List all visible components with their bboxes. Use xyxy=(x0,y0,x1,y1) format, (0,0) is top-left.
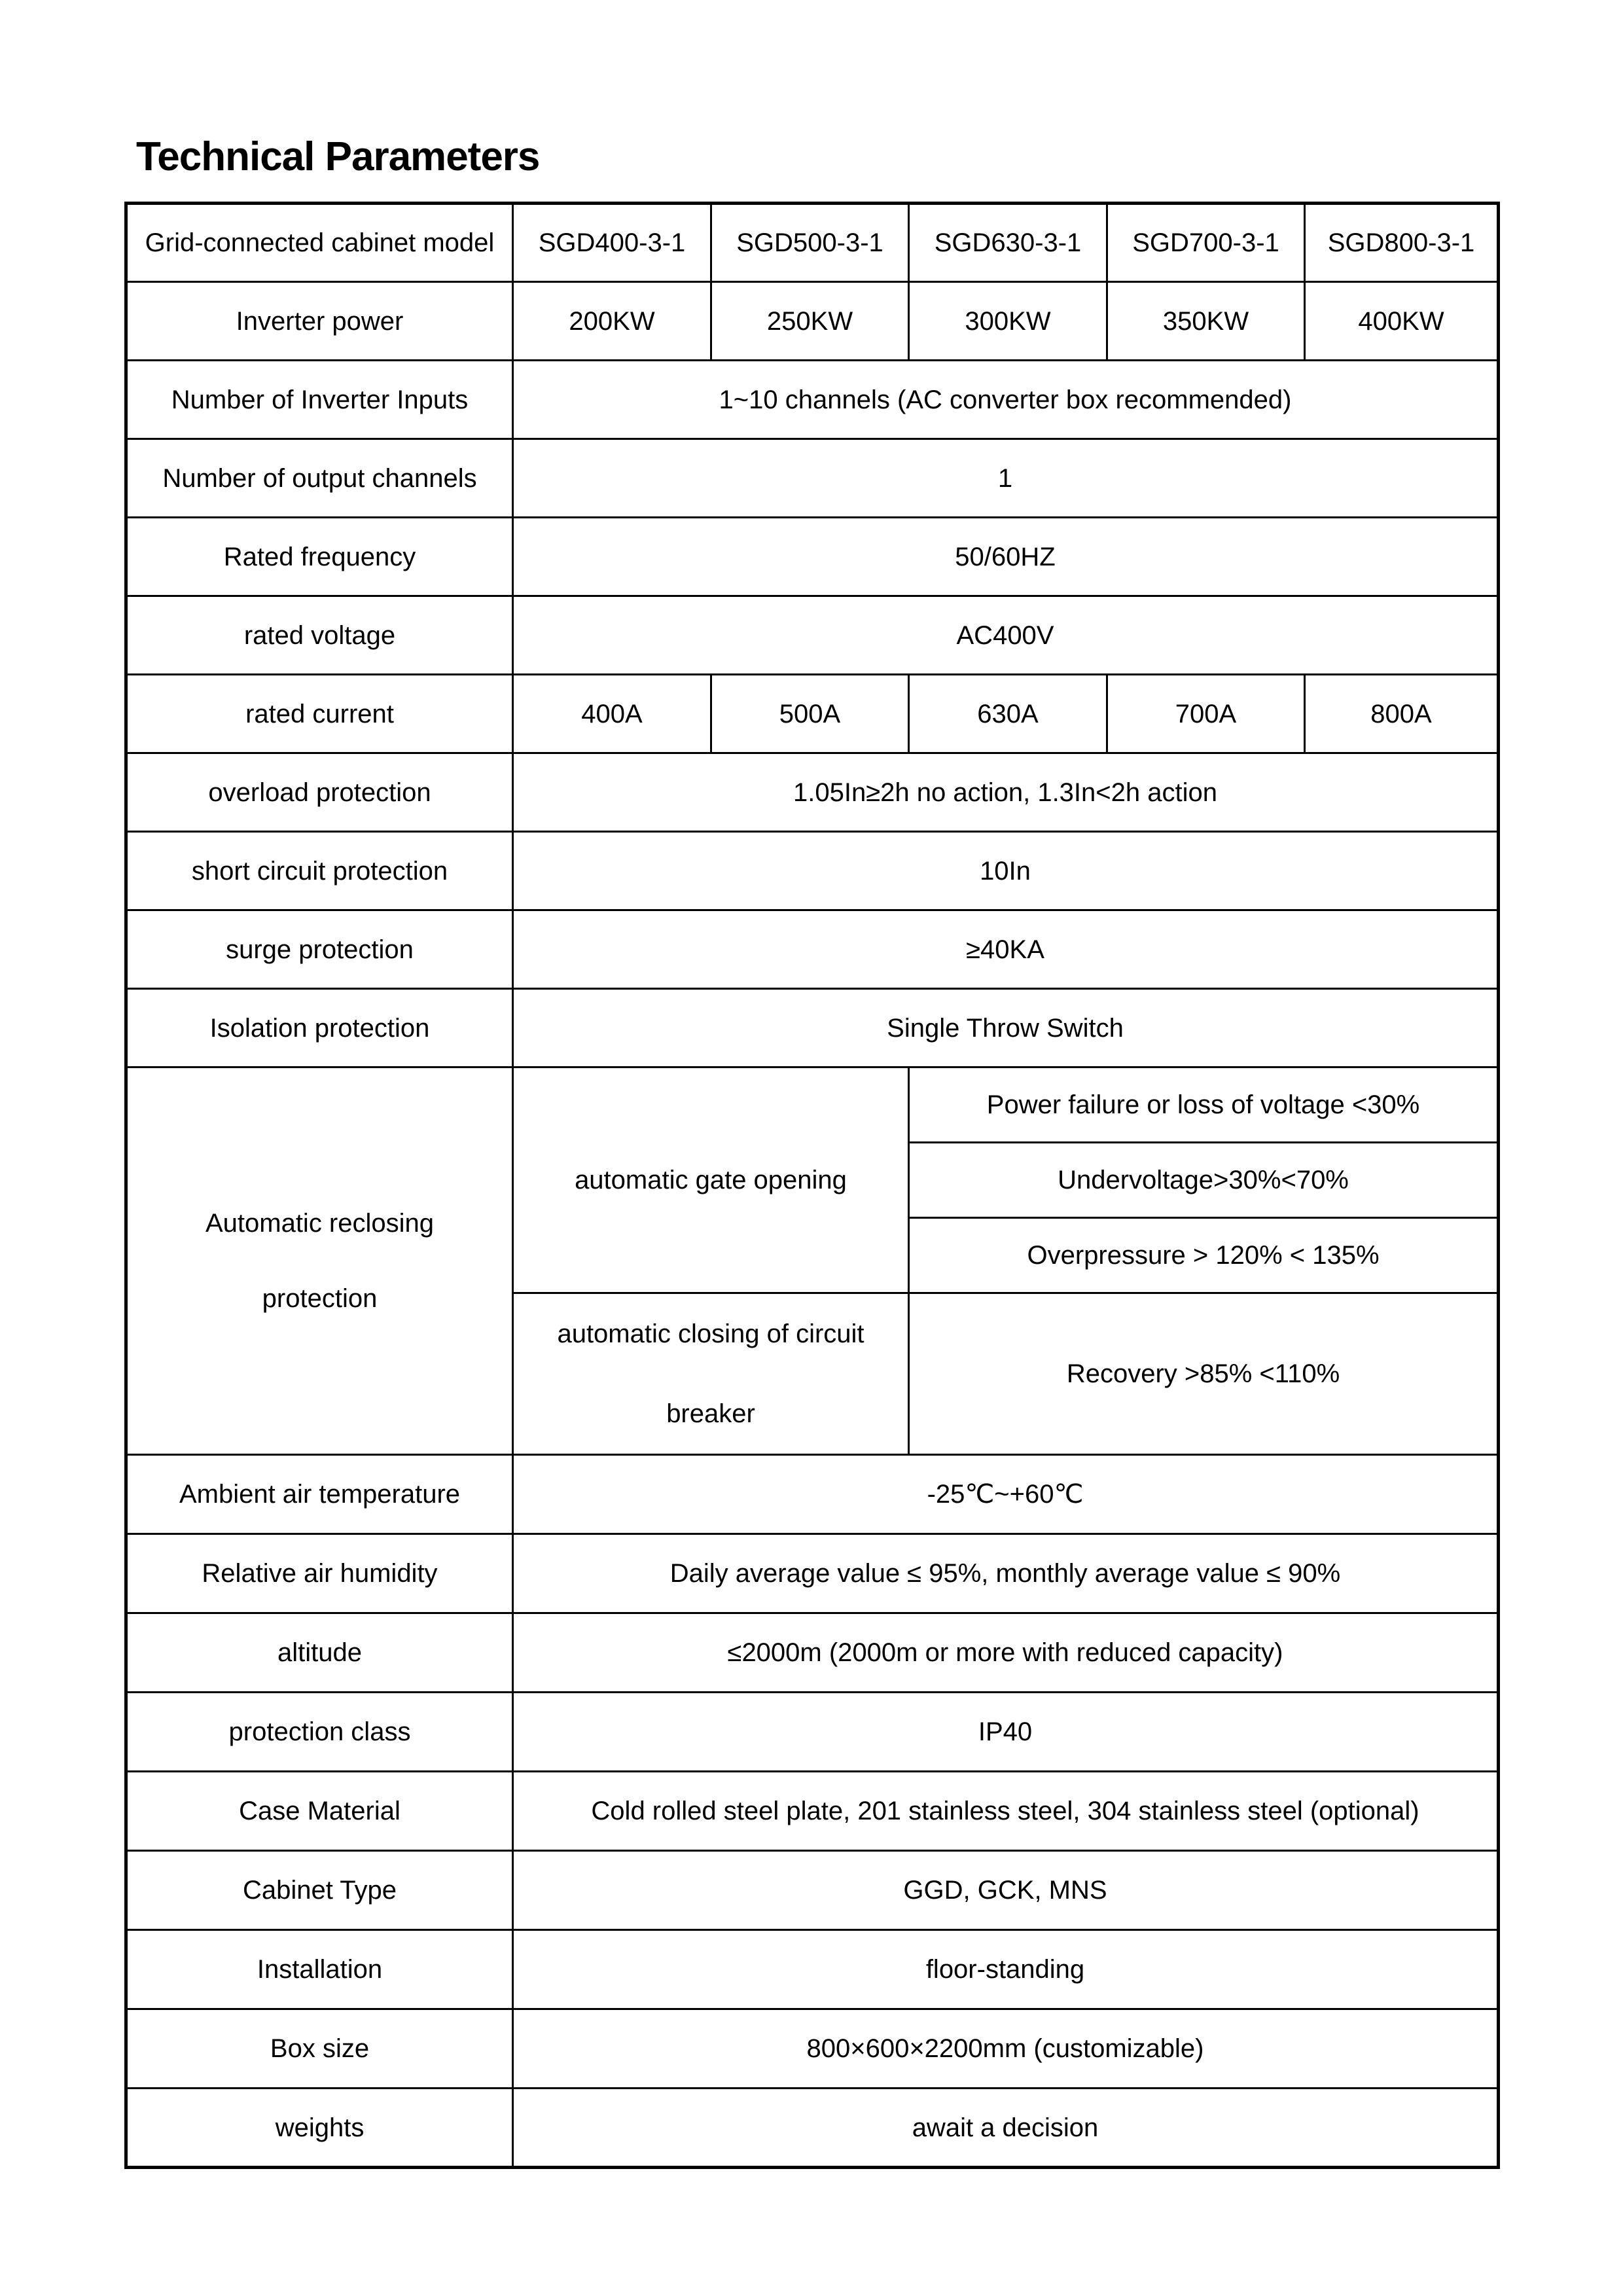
row-label-rated-frequency: Rated frequency xyxy=(126,518,513,596)
cell-box-size-value: 800×600×2200mm (customizable) xyxy=(513,2009,1499,2089)
row-label-isolation-protection: Isolation protection xyxy=(126,989,513,1067)
row-label-ambient-temperature: Ambient air temperature xyxy=(126,1455,513,1534)
cell-case-material-value: Cold rolled steel plate, 201 stainless steel, 304 stainless steel (optional) xyxy=(513,1772,1499,1851)
row-rated-current xyxy=(126,675,1499,753)
cell-overload-protection-value: 1.05In≥2h no action, 1.3In<2h action xyxy=(513,753,1499,832)
row-overload-protection xyxy=(126,753,1499,832)
cell-inverter-inputs-value: 1~10 channels (AC converter box recommended) xyxy=(513,361,1499,439)
row-label-installation: Installation xyxy=(126,1930,513,2009)
cell-inverter-power-1: 200KW xyxy=(513,282,711,361)
cell-relative-humidity-value: Daily average value ≤ 95%, monthly average value ≤ 90% xyxy=(513,1534,1499,1613)
cell-gate-opening-condition-2: Undervoltage>30%<70% xyxy=(909,1143,1499,1218)
row-surge-protection xyxy=(126,910,1499,989)
technical-parameters-table xyxy=(124,202,1500,2169)
row-altitude xyxy=(126,1613,1499,1693)
cell-rated-voltage-value: AC400V xyxy=(513,596,1499,675)
row-label-box-size: Box size xyxy=(126,2009,513,2089)
cell-inverter-power-3: 300KW xyxy=(909,282,1107,361)
row-output-channels xyxy=(126,439,1499,518)
cell-model-sgd630: SGD630-3-1 xyxy=(909,204,1107,282)
cell-circuit-closing-label xyxy=(513,1293,909,1455)
row-label-output-channels: Number of output channels xyxy=(126,439,513,518)
row-auto-reclosing-1 xyxy=(126,1067,1499,1143)
row-label-cabinet-type: Cabinet Type xyxy=(126,1851,513,1930)
row-label-model: Grid-connected cabinet model xyxy=(126,204,513,282)
page-title: Technical Parameters xyxy=(136,134,540,179)
cell-rated-current-2: 500A xyxy=(711,675,909,753)
row-label-relative-humidity: Relative air humidity xyxy=(126,1534,513,1613)
row-label-rated-voltage: rated voltage xyxy=(126,596,513,675)
cell-inverter-power-5: 400KW xyxy=(1305,282,1499,361)
row-label-protection-class: protection class xyxy=(126,1693,513,1772)
cell-output-channels-value: 1 xyxy=(513,439,1499,518)
row-cabinet-type xyxy=(126,1851,1499,1930)
cell-auto-gate-opening-label: automatic gate opening xyxy=(513,1067,909,1293)
row-rated-voltage xyxy=(126,596,1499,675)
circuit-closing-label-text: automatic closing of circuit breaker xyxy=(557,1319,865,1428)
cell-model-sgd500: SGD500-3-1 xyxy=(711,204,909,282)
row-installation xyxy=(126,1930,1499,2009)
cell-inverter-power-4: 350KW xyxy=(1107,282,1305,361)
cell-short-circuit-protection-value: 10In xyxy=(513,832,1499,910)
cell-surge-protection-value: ≥40KA xyxy=(513,910,1499,989)
cell-isolation-protection-value: Single Throw Switch xyxy=(513,989,1499,1067)
cell-model-sgd400: SGD400-3-1 xyxy=(513,204,711,282)
row-box-size xyxy=(126,2009,1499,2089)
row-label-inverter-inputs: Number of Inverter Inputs xyxy=(126,361,513,439)
cell-model-sgd800: SGD800-3-1 xyxy=(1305,204,1499,282)
row-case-material xyxy=(126,1772,1499,1851)
row-label-inverter-power: Inverter power xyxy=(126,282,513,361)
cell-protection-class-value: IP40 xyxy=(513,1693,1499,1772)
row-isolation-protection xyxy=(126,989,1499,1067)
cell-model-sgd700: SGD700-3-1 xyxy=(1107,204,1305,282)
cell-rated-current-3: 630A xyxy=(909,675,1107,753)
cell-circuit-closing-condition: Recovery >85% <110% xyxy=(909,1293,1499,1455)
row-label-weights: weights xyxy=(126,2089,513,2168)
cell-ambient-temperature-value: -25℃~+60℃ xyxy=(513,1455,1499,1534)
row-model xyxy=(126,204,1499,282)
row-label-short-circuit-protection: short circuit protection xyxy=(126,832,513,910)
row-label-case-material: Case Material xyxy=(126,1772,513,1851)
auto-reclosing-label-text: Automatic reclosing protection xyxy=(205,1208,435,1313)
row-label-altitude: altitude xyxy=(126,1613,513,1693)
row-protection-class xyxy=(126,1693,1499,1772)
cell-rated-current-5: 800A xyxy=(1305,675,1499,753)
cell-rated-frequency-value: 50/60HZ xyxy=(513,518,1499,596)
row-inverter-power xyxy=(126,282,1499,361)
row-inverter-inputs xyxy=(126,361,1499,439)
row-short-circuit-protection xyxy=(126,832,1499,910)
row-label-overload-protection: overload protection xyxy=(126,753,513,832)
row-weights xyxy=(126,2089,1499,2168)
cell-cabinet-type-value: GGD, GCK, MNS xyxy=(513,1851,1499,1930)
cell-weights-value: await a decision xyxy=(513,2089,1499,2168)
row-label-surge-protection: surge protection xyxy=(126,910,513,989)
cell-altitude-value: ≤2000m (2000m or more with reduced capacity) xyxy=(513,1613,1499,1693)
cell-gate-opening-condition-3: Overpressure > 120% < 135% xyxy=(909,1218,1499,1293)
cell-installation-value: floor-standing xyxy=(513,1930,1499,2009)
cell-rated-current-1: 400A xyxy=(513,675,711,753)
cell-rated-current-4: 700A xyxy=(1107,675,1305,753)
cell-inverter-power-2: 250KW xyxy=(711,282,909,361)
row-label-auto-reclosing xyxy=(126,1067,513,1455)
row-ambient-temperature xyxy=(126,1455,1499,1534)
row-relative-humidity xyxy=(126,1534,1499,1613)
row-rated-frequency xyxy=(126,518,1499,596)
row-label-rated-current: rated current xyxy=(126,675,513,753)
cell-gate-opening-condition-1: Power failure or loss of voltage <30% xyxy=(909,1067,1499,1143)
